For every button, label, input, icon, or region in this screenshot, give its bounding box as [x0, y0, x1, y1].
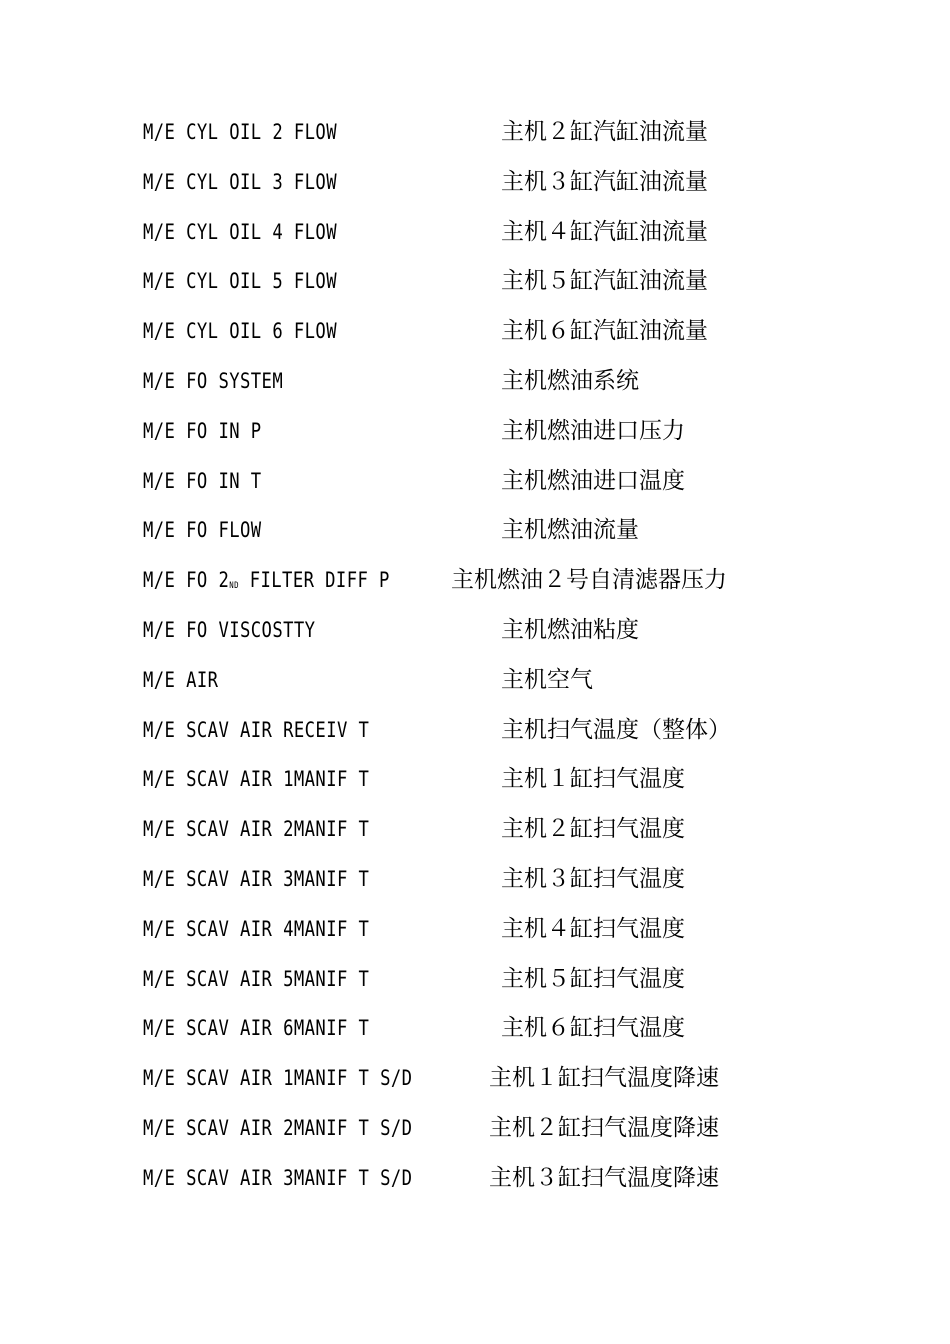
chinese-term: 主机２缸扫气温度降速 — [489, 1114, 719, 1141]
chinese-term: 主机燃油进口压力 — [501, 417, 685, 444]
list-item — [143, 1010, 843, 1060]
list-item — [143, 214, 843, 264]
english-term: M/E SCAV AIR 1MANIF T — [143, 767, 370, 792]
list-item — [143, 1110, 843, 1160]
english-term: M/E CYL OIL 4 FLOW — [143, 219, 337, 244]
english-term: M/E FO FLOW — [143, 518, 262, 543]
list-item — [143, 1060, 843, 1110]
chinese-term: 主机１缸扫气温度 — [501, 766, 685, 793]
chinese-term: 主机６缸扫气温度 — [501, 1015, 685, 1042]
list-item — [143, 1160, 843, 1210]
english-term: M/E FO VISCOSTTY — [143, 617, 316, 642]
english-term: M/E SCAV AIR 1MANIF T S/D — [143, 1066, 413, 1091]
chinese-term: 主机燃油流量 — [501, 517, 639, 544]
english-term: M/E FO IN P — [143, 418, 262, 443]
english-term: M/E FO IN T — [143, 468, 262, 493]
english-term: M/E CYL OIL 5 FLOW — [143, 269, 337, 294]
list-item — [143, 363, 843, 413]
english-term-suffix: FILTER DIFF P — [238, 568, 390, 593]
chinese-term: 主机５缸汽缸油流量 — [501, 268, 708, 295]
chinese-term: 主机２缸汽缸油流量 — [501, 119, 708, 145]
chinese-term: 主机燃油进口温度 — [501, 467, 685, 494]
english-term: M/E CYL OIL 3 FLOW — [143, 169, 337, 194]
english-term: M/E SCAV AIR 3MANIF T S/D — [143, 1165, 413, 1190]
english-term: M/E SCAV AIR 2MANIF T — [143, 817, 370, 842]
english-term: M/E FO SYSTEM — [143, 368, 284, 393]
english-term: M/E SCAV AIR 2MANIF T S/D — [143, 1115, 413, 1140]
list-item — [143, 761, 843, 811]
list-item — [143, 512, 843, 562]
english-term — [143, 562, 390, 603]
chinese-term: 主机４缸扫气温度 — [501, 915, 685, 942]
list-item — [143, 911, 843, 961]
chinese-term: 主机４缸汽缸油流量 — [501, 218, 708, 245]
list-item — [143, 562, 843, 612]
chinese-term: 主机扫气温度（整体） — [501, 716, 731, 743]
english-term: M/E SCAV AIR 4MANIF T — [143, 916, 370, 941]
english-term: M/E CYL OIL 2 FLOW — [143, 120, 337, 144]
list-item — [143, 612, 843, 662]
english-term: M/E CYL OIL 6 FLOW — [143, 319, 337, 344]
chinese-term: 主机５缸扫气温度 — [501, 965, 685, 992]
chinese-term: 主机２缸扫气温度 — [501, 816, 685, 843]
chinese-term: 主机６缸汽缸油流量 — [501, 318, 708, 345]
chinese-term: 主机３缸汽缸油流量 — [501, 168, 708, 195]
chinese-term: 主机１缸扫气温度降速 — [489, 1065, 719, 1092]
chinese-term: 主机燃油２号自清滤器压力 — [451, 567, 727, 594]
list-item — [143, 961, 843, 1011]
english-term-prefix: M/E FO 2 — [143, 568, 230, 593]
list-item — [143, 413, 843, 463]
chinese-term: 主机燃油系统 — [501, 367, 639, 394]
term-list — [143, 114, 843, 1210]
chinese-term: 主机空气 — [501, 666, 593, 693]
english-term: M/E AIR — [143, 667, 219, 692]
list-item — [143, 811, 843, 861]
list-item — [143, 164, 843, 214]
english-term: M/E SCAV AIR RECEIV T — [143, 717, 370, 742]
list-item — [143, 861, 843, 911]
list-item — [143, 463, 843, 513]
chinese-term: 主机燃油粘度 — [501, 616, 639, 643]
chinese-term: 主机３缸扫气温度 — [501, 865, 685, 892]
ordinal-suffix: ND — [229, 581, 239, 592]
list-item — [143, 263, 843, 313]
list-item — [143, 712, 843, 762]
english-term: M/E SCAV AIR 5MANIF T — [143, 966, 370, 991]
english-term: M/E SCAV AIR 3MANIF T — [143, 866, 370, 891]
chinese-term: 主机３缸扫气温度降速 — [489, 1164, 719, 1191]
list-item — [143, 114, 843, 164]
list-item — [143, 662, 843, 712]
list-item — [143, 313, 843, 363]
english-term: M/E SCAV AIR 6MANIF T — [143, 1016, 370, 1041]
